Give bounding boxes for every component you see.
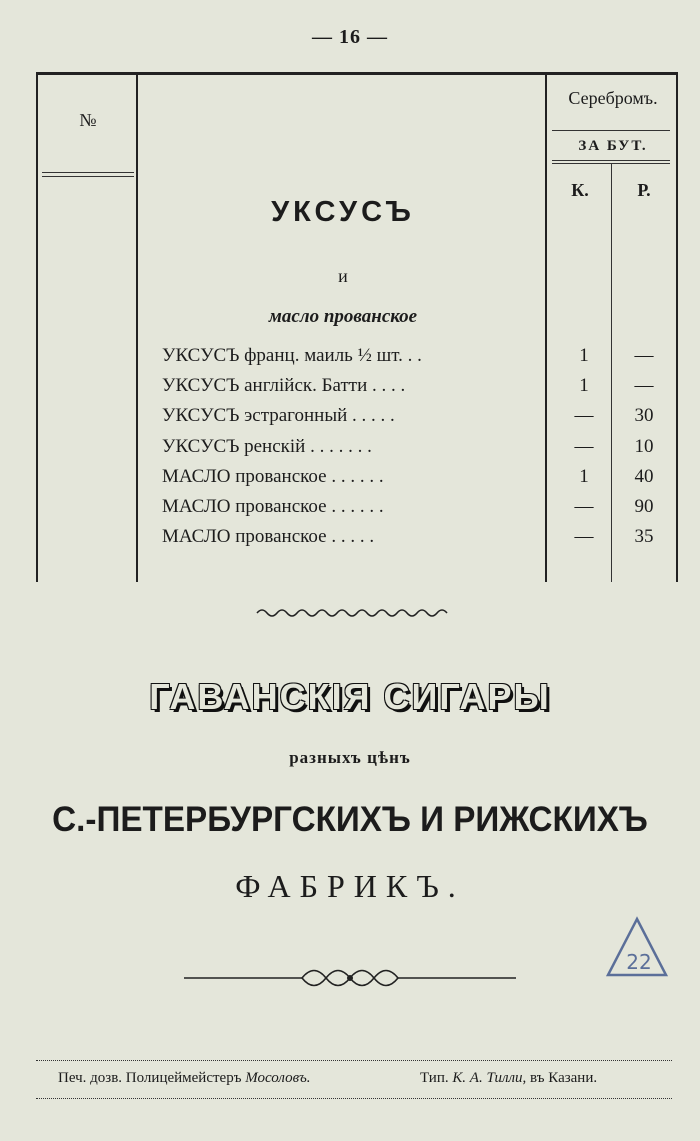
cigars-title: ГАВАНСКІЯ СИГАРЫ	[149, 676, 551, 717]
item-r: —	[634, 345, 654, 366]
stamp-number: 22	[626, 950, 652, 974]
item-k: —	[574, 496, 594, 517]
page-number: — 16 —	[312, 26, 388, 48]
item-name: МАСЛО прованское . . . . .	[162, 526, 375, 547]
item-k: —	[574, 405, 594, 426]
item-k: 1	[579, 466, 589, 487]
list-item	[0, 405, 700, 435]
kopeck-column-header: К.	[571, 180, 589, 200]
censor-name: Мосоловъ.	[245, 1070, 311, 1086]
section-title: УКСУСЪ	[271, 196, 415, 228]
censor-prefix: Печ. дозв. Полицеймейстеръ	[58, 1070, 246, 1086]
item-r: 40	[634, 466, 654, 487]
cigars-factories-line: С.-ПЕТЕРБУРГСКИХЪ И РИЖСКИХЪ	[52, 800, 648, 839]
item-name: УКСУСЪ англійск. Батти . . . .	[162, 375, 406, 396]
ruble-column-header: Р.	[637, 180, 651, 200]
list-item	[0, 496, 700, 526]
per-bottle-header: ЗА БУТ.	[578, 138, 648, 154]
item-r: 10	[634, 436, 654, 457]
printer-name: К. А. Тилли	[452, 1070, 523, 1086]
footer-rule-bottom	[36, 1098, 672, 1099]
silver-rule	[552, 130, 670, 131]
number-col-rule-2	[42, 176, 134, 177]
printer-prefix: Тип.	[420, 1070, 453, 1086]
item-k: —	[574, 436, 594, 457]
item-name: УКСУСЪ эстрагонный . . . . .	[162, 405, 395, 426]
item-name: УКСУСЪ франц. маиль ½ шт. . .	[162, 345, 422, 366]
list-item	[0, 375, 700, 405]
item-name: МАСЛО прованское . . . . . .	[162, 466, 384, 487]
printer-note	[420, 1070, 597, 1087]
footer-rule-top	[36, 1060, 672, 1061]
censor-note	[58, 1070, 311, 1087]
wavy-divider	[255, 606, 451, 620]
number-column-header: №	[79, 110, 97, 130]
section-conjunction: и	[338, 266, 348, 286]
cigars-prices-line: разныхъ цѣнъ	[289, 748, 411, 767]
item-r: 90	[634, 496, 654, 517]
item-r: —	[634, 375, 654, 396]
silver-column-header: Серебромъ.	[568, 88, 658, 108]
item-k: 1	[579, 345, 589, 366]
printer-suffix: , въ Казани.	[522, 1070, 598, 1086]
item-r: 35	[634, 526, 654, 547]
list-item	[0, 436, 700, 466]
cigars-factory-word: ФАБРИКЪ.	[235, 868, 465, 904]
number-col-rule	[42, 172, 134, 173]
bottle-rule-2	[552, 163, 670, 164]
library-stamp	[604, 915, 670, 981]
item-k: —	[574, 526, 594, 547]
item-name: УКСУСЪ ренскій . . . . . . .	[162, 436, 372, 457]
list-item	[0, 526, 700, 556]
item-name: МАСЛО прованское . . . . . .	[162, 496, 384, 517]
ornament-divider	[182, 964, 518, 992]
bottle-rule	[552, 160, 670, 161]
section-subtitle: масло прованское	[268, 306, 418, 327]
list-item	[0, 345, 700, 375]
item-k: 1	[579, 375, 589, 396]
list-item	[0, 466, 700, 496]
item-r: 30	[634, 405, 654, 426]
